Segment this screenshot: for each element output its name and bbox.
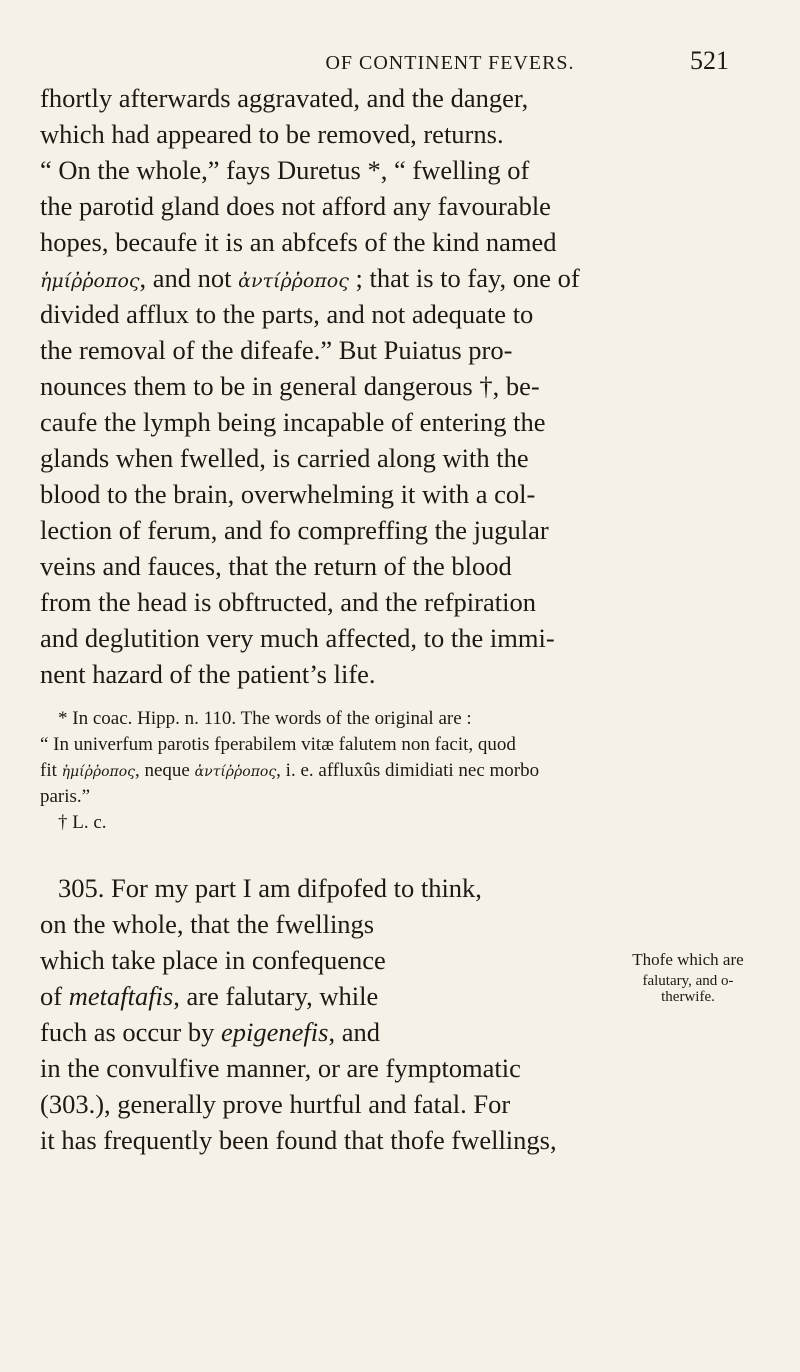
- body-line: [40, 260, 770, 299]
- section-line: 305. For my part I am difpofed to think,: [58, 873, 482, 903]
- body-line: glands when fwelled, is carried along with the: [40, 443, 529, 473]
- margin-note-line: therwife.: [661, 989, 715, 1005]
- greek-term: ἡμίῤῥοπος: [40, 270, 140, 292]
- body-line: blood to the brain, overwhelming it with a col-: [40, 479, 536, 509]
- margin-note-line: falutary, and o-: [642, 973, 734, 989]
- body-line: nent hazard of the patient’s life.: [40, 659, 376, 689]
- section-text: fuch as occur by: [40, 1017, 222, 1047]
- italic-term: metaftafis: [68, 981, 174, 1011]
- section-line: (303.), generally prove hurtful and fatal. For: [40, 1089, 511, 1119]
- body-line: caufe the lymph being incapable of entering the: [40, 407, 546, 437]
- body-line: which had appeared to be removed, returns.: [40, 119, 504, 149]
- margin-note-line: Thofe which are: [632, 950, 744, 969]
- footnote-text: , i. e. affluxûs dimidiati nec morbo: [276, 760, 540, 781]
- section-line: which take place in confequence: [40, 945, 386, 975]
- body-line: the removal of the difeafe.” But Puiatus pro-: [40, 335, 513, 365]
- footnote-line: “ In univerfum parotis fperabilem vitæ falutem non facit, quod: [40, 734, 516, 755]
- section-line: on the whole, that the fwellings: [40, 909, 375, 939]
- section-line: in the convulfive manner, or are fymptomatic: [40, 1053, 521, 1083]
- body-line: and deglutition very much affected, to the immi-: [40, 623, 555, 653]
- body-line: divided afflux to the parts, and not adequate to: [40, 299, 534, 329]
- body-text: , and not: [139, 263, 239, 293]
- section-text: , and: [328, 1017, 380, 1047]
- page-number: 521: [690, 46, 729, 75]
- body-line: from the head is obftructed, and the refpiration: [40, 587, 536, 617]
- body-text: ; that is to fay, one of: [348, 263, 580, 293]
- body-line: fhortly afterwards aggravated, and the danger,: [40, 83, 529, 113]
- footnote-text: , neque: [134, 760, 195, 781]
- greek-term: ἀντίῤῥοπος: [238, 270, 349, 292]
- greek-term: ἀντίῤῥοπος: [194, 764, 277, 780]
- section-line: [40, 1014, 770, 1050]
- italic-term: epigenefis: [221, 1017, 329, 1047]
- section-line: it has frequently been found that thofe fwellings,: [40, 1125, 557, 1155]
- footnote-line: * In coac. Hipp. n. 110. The words of the original are :: [58, 708, 472, 729]
- body-line: hopes, becaufe it is an abfcefs of the kind named: [40, 227, 557, 257]
- running-title: OF CONTINENT FEVERS.: [325, 52, 575, 74]
- body-line: “ On the whole,” fays Duretus *, “ fwelling of: [40, 155, 530, 185]
- section-text: , are falutary, while: [173, 981, 379, 1011]
- body-line: veins and fauces, that the return of the blood: [40, 551, 512, 581]
- footnote-line: paris.”: [40, 786, 91, 807]
- footnote-text: fit: [40, 760, 62, 781]
- footnote-line: † L. c.: [58, 812, 107, 833]
- greek-term: ἡμίῤῥοπος: [61, 764, 135, 780]
- body-line: nounces them to be in general dangerous †, be-: [40, 371, 540, 401]
- body-line: lection of ferum, and fo compreffing the jugular: [40, 515, 549, 545]
- footnote-line: [40, 758, 770, 785]
- section-text: of: [40, 981, 69, 1011]
- body-line: the parotid gland does not afford any favourable: [40, 191, 551, 221]
